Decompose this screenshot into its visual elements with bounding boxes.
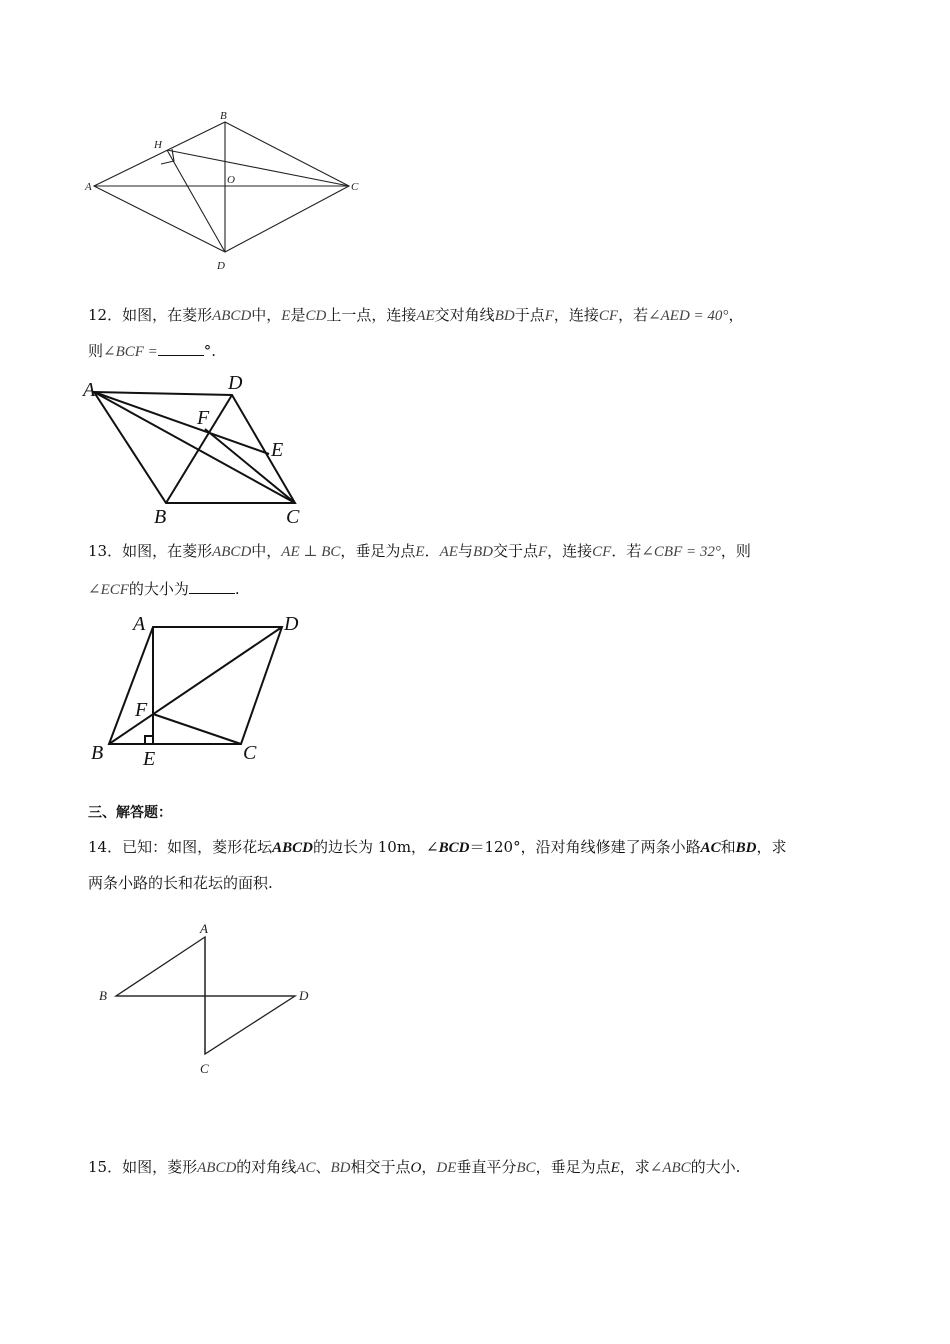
q15-line1: 15．如图，菱形ABCD的对角线AC、BD相交于点O，DE垂直平分BC，垂足为点E，求∠ABC的大小. [88,1158,741,1176]
label-d: D [284,613,299,635]
figure-q14 [90,918,330,1083]
q13-number: 13． [88,542,123,560]
label-d: D [217,260,225,272]
label-o: O [227,174,235,186]
figure-q13 [85,610,325,770]
label-b: B [99,988,107,1003]
label-a: A [83,379,96,401]
section-heading: 三、解答题： [88,805,172,821]
label-d: D [299,988,309,1003]
label-c: C [351,181,359,193]
q14-line1: 14．已知：如图，菱形花坛ABCD的边长为 10m，∠BCD＝120°，沿对角线修建了两条小路AC和BD，求 [88,838,787,856]
q12-answer-blank[interactable] [158,341,204,356]
label-e: E [271,439,284,461]
q13-line1: 13．如图，在菱形ABCD中，AE ⊥ BC，垂足为点E．AE与BD交于点F，连接CF．若∠CBF = 32°，则 [88,542,751,560]
label-f: F [135,699,148,721]
label-a: A [85,181,92,193]
q14-line2: 两条小路的长和花坛的面积. [88,874,273,892]
label-c: C [286,506,300,528]
label-a: A [133,613,146,635]
q15-number: 15． [88,1158,123,1176]
q12-number: 12． [88,306,123,324]
label-h: H [154,139,162,151]
label-a: A [200,921,208,936]
label-b: B [91,742,104,764]
label-d: D [228,372,243,394]
figure-q11 [80,105,380,280]
q12-line1: 12．如图，在菱形ABCD中，E是CD上一点，连接AE交对角线BD于点F，连接CF，若∠AED = 40°， [88,306,744,324]
label-b: B [220,110,227,122]
q13-answer-blank[interactable] [189,579,235,594]
label-f: F [197,407,210,429]
q12-line2: 则∠BCF = °. [88,342,217,360]
q13-line2: ∠ECF的大小为 . [88,580,240,598]
label-c: C [243,742,257,764]
label-e: E [143,748,156,770]
label-b: B [154,506,167,528]
figure-q12 [80,372,320,532]
q14-number: 14． [88,838,123,856]
label-c: C [200,1061,209,1076]
